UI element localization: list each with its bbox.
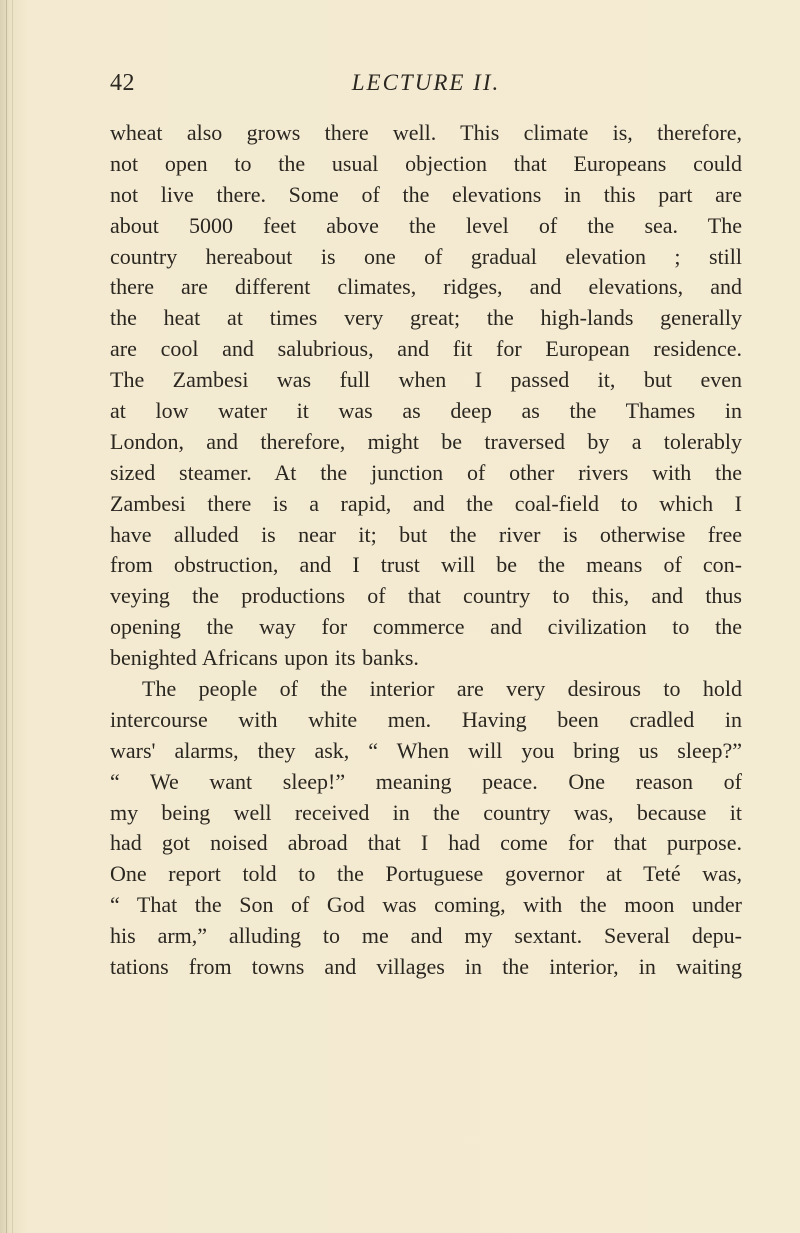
text-line: are cool and salubrious, and fit for European residence.: [110, 336, 742, 362]
text-line: have alluded is near it; but the river is otherwise free: [110, 521, 742, 547]
text-line: tations from towns and villages in the interior, in waiting: [110, 954, 742, 980]
text-line: there are different climates, ridges, and elevations, and: [110, 274, 742, 300]
running-title: LECTURE II.: [351, 70, 501, 95]
text-line: not open to the usual objection that Europeans could: [110, 150, 742, 176]
text-line: “ That the Son of God was coming, with the moon under: [110, 892, 742, 918]
text-line: from obstruction, and I trust will be the means of con-: [110, 552, 742, 578]
page-gutter-shadow: [12, 0, 13, 1233]
text-line: his arm,” alluding to me and my sextant. Several depu-: [110, 923, 742, 949]
page-gutter-edge: [6, 0, 7, 1233]
text-line: my being well received in the country was, because it: [110, 799, 742, 825]
paragraph-start-line: The people of the interior are very desirous to hold: [142, 676, 742, 702]
text-line: had got noised abroad that I had come for that purpose.: [110, 830, 742, 856]
body-text: [110, 118, 742, 983]
text-line: London, and therefore, might be traversed by a tolerably: [110, 428, 742, 454]
text-line: the heat at times very great; the high-lands generally: [110, 305, 742, 331]
paragraph-end-line: benighted Africans upon its banks.: [110, 645, 419, 671]
text-line: not live there. Some of the elevations in this part are: [110, 181, 742, 207]
text-line: One report told to the Portuguese governor at Teté was,: [110, 861, 742, 887]
running-head: [110, 70, 742, 104]
text-line: Zambesi there is a rapid, and the coal-field to which I: [110, 490, 742, 516]
text-line: opening the way for commerce and civilization to the: [110, 614, 742, 640]
text-line: “ We want sleep!” meaning peace. One reason of: [110, 768, 742, 794]
text-line: sized steamer. At the junction of other rivers with the: [110, 459, 742, 485]
page-number: 42: [110, 70, 135, 96]
text-line: at low water it was as deep as the Thames in: [110, 398, 742, 424]
text-line: wars' alarms, they ask, “ When will you bring us sleep?”: [110, 737, 742, 763]
text-line: country hereabout is one of gradual elevation ; still: [110, 243, 742, 269]
text-line: wheat also grows there well. This climate is, therefore,: [110, 120, 742, 145]
text-line: veying the productions of that country to this, and thus: [110, 583, 742, 609]
text-line: about 5000 feet above the level of the sea. The: [110, 212, 742, 238]
text-line: The Zambesi was full when I passed it, but even: [110, 367, 742, 393]
text-line: intercourse with white men. Having been cradled in: [110, 706, 742, 732]
